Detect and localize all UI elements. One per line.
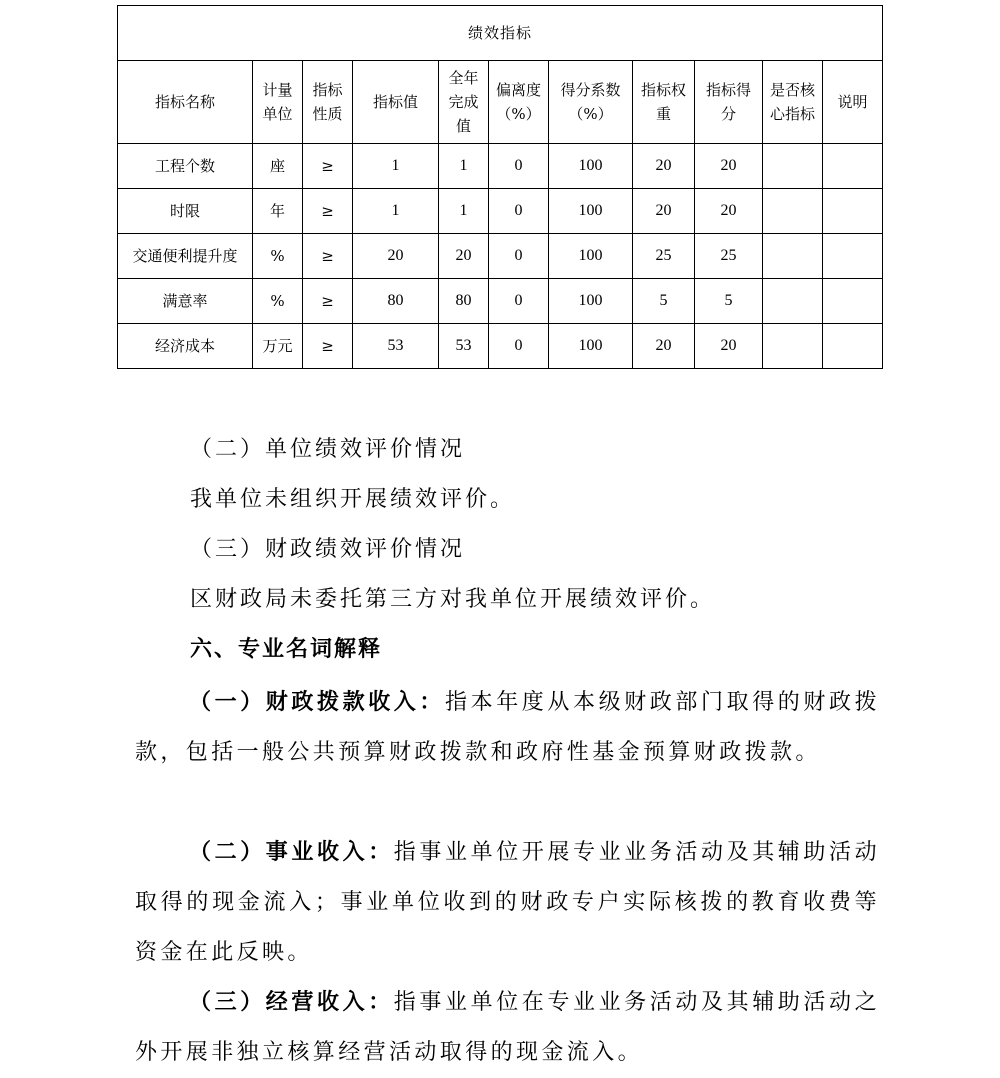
cell-target: 80 [353, 279, 439, 324]
cell-weight: 25 [633, 234, 695, 279]
cell-nature: ≥ [303, 234, 353, 279]
term-1 [135, 677, 880, 778]
cell-actual: 1 [439, 189, 489, 234]
cell-actual: 53 [439, 324, 489, 369]
cell-coef: 100 [549, 189, 633, 234]
cell-weight: 5 [633, 279, 695, 324]
header-coef: 得分系数（%） [549, 61, 633, 144]
cell-nature: ≥ [303, 144, 353, 189]
term-3 [135, 977, 880, 1078]
term-2-label: （二）事业收入： [189, 839, 394, 865]
term-3-text: 指事业单位在专业业务活动及其辅助活动之外开展非独立核算经营活动取得的现金流入。 [135, 990, 880, 1065]
cell-score: 20 [695, 189, 763, 234]
cell-name: 交通便利提升度 [118, 234, 253, 279]
term-3-label: （三）经营收入： [189, 989, 394, 1015]
header-note: 说明 [823, 61, 883, 144]
header-core: 是否核心指标 [763, 61, 823, 144]
cell-weight: 20 [633, 144, 695, 189]
header-name: 指标名称 [118, 61, 253, 144]
cell-score: 20 [695, 144, 763, 189]
cell-nature: ≥ [303, 324, 353, 369]
header-actual: 全年完成值 [439, 61, 489, 144]
section-3-heading: （三）财政绩效评价情况 [190, 537, 466, 562]
table-title: 绩效指标 [118, 6, 883, 61]
cell-unit: % [253, 279, 303, 324]
cell-actual: 80 [439, 279, 489, 324]
cell-deviation: 0 [489, 189, 549, 234]
cell-unit: 座 [253, 144, 303, 189]
cell-coef: 100 [549, 324, 633, 369]
table-row [118, 324, 883, 369]
header-score: 指标得分 [695, 61, 763, 144]
cell-coef: 100 [549, 144, 633, 189]
header-target: 指标值 [353, 61, 439, 144]
cell-core [763, 324, 823, 369]
cell-target: 53 [353, 324, 439, 369]
term-2 [135, 827, 880, 978]
term-1-text: 指本年度从本级财政部门取得的财政拨款，包括一般公共预算财政拨款和政府性基金预算财政拨款。 [135, 690, 880, 765]
section-6-heading: 六、专业名词解释 [190, 637, 383, 662]
header-weight: 指标权重 [633, 61, 695, 144]
cell-coef: 100 [549, 279, 633, 324]
cell-name: 满意率 [118, 279, 253, 324]
cell-note [823, 324, 883, 369]
cell-nature: ≥ [303, 189, 353, 234]
section-3-body: 区财政局未委托第三方对我单位开展绩效评价。 [190, 587, 716, 612]
cell-note [823, 279, 883, 324]
cell-weight: 20 [633, 189, 695, 234]
section-2-body: 我单位未组织开展绩效评价。 [190, 487, 516, 512]
table-row [118, 144, 883, 189]
cell-core [763, 189, 823, 234]
cell-name: 经济成本 [118, 324, 253, 369]
cell-target: 1 [353, 144, 439, 189]
cell-coef: 100 [549, 234, 633, 279]
cell-name: 时限 [118, 189, 253, 234]
cell-score: 5 [695, 279, 763, 324]
header-deviation: 偏离度（%） [489, 61, 549, 144]
cell-core [763, 234, 823, 279]
cell-deviation: 0 [489, 144, 549, 189]
performance-indicator-table [117, 5, 883, 369]
cell-weight: 20 [633, 324, 695, 369]
cell-note [823, 144, 883, 189]
cell-deviation: 0 [489, 279, 549, 324]
cell-score: 25 [695, 234, 763, 279]
cell-target: 1 [353, 189, 439, 234]
term-2-text: 指事业单位开展专业业务活动及其辅助活动取得的现金流入；事业单位收到的财政专户实际核拨的教育收费等资金在此反映。 [135, 840, 880, 965]
cell-unit: % [253, 234, 303, 279]
cell-core [763, 144, 823, 189]
cell-actual: 20 [439, 234, 489, 279]
table-row [118, 279, 883, 324]
cell-deviation: 0 [489, 234, 549, 279]
header-unit: 计量单位 [253, 61, 303, 144]
cell-target: 20 [353, 234, 439, 279]
cell-note [823, 234, 883, 279]
cell-nature: ≥ [303, 279, 353, 324]
cell-deviation: 0 [489, 324, 549, 369]
cell-unit: 万元 [253, 324, 303, 369]
term-1-label: （一）财政拨款收入： [189, 689, 445, 715]
cell-score: 20 [695, 324, 763, 369]
header-nature: 指标性质 [303, 61, 353, 144]
cell-unit: 年 [253, 189, 303, 234]
cell-core [763, 279, 823, 324]
section-2-heading: （二）单位绩效评价情况 [190, 437, 466, 462]
table-row [118, 189, 883, 234]
table-row [118, 234, 883, 279]
cell-note [823, 189, 883, 234]
cell-actual: 1 [439, 144, 489, 189]
cell-name: 工程个数 [118, 144, 253, 189]
